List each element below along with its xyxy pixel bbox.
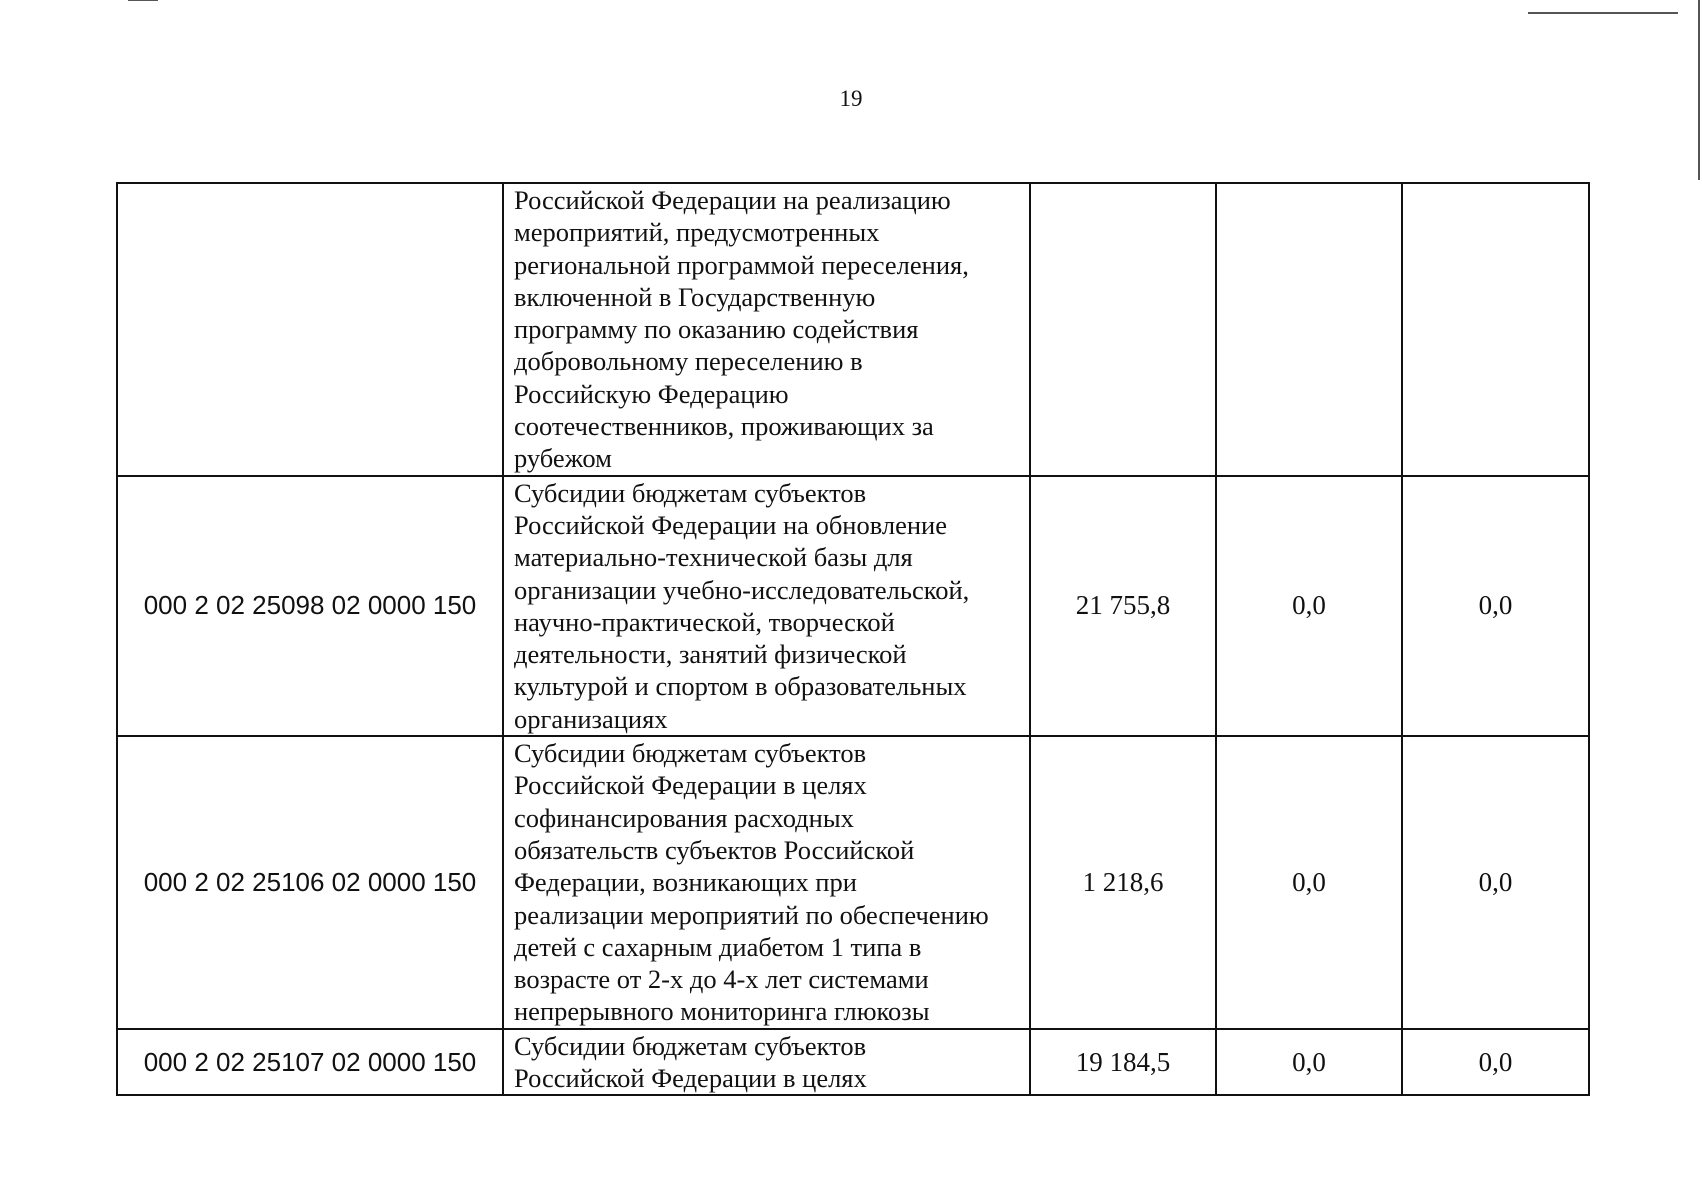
- description-line: возрасте от 2-х до 4-х лет системами: [514, 964, 929, 995]
- scan-artifact-top-left: [128, 0, 158, 1]
- description-line: Российскую Федерацию: [514, 378, 789, 409]
- table-row: [117, 183, 1589, 476]
- description-line: организации учебно-исследовательской,: [514, 574, 970, 605]
- description-line: мероприятий, предусмотренных: [514, 217, 880, 248]
- value-cell-2: [1216, 183, 1402, 476]
- value-cell-2: 0,0: [1216, 1029, 1402, 1096]
- description-line: Российской Федерации на обновление: [514, 509, 948, 540]
- value-cell-3: [1402, 183, 1589, 476]
- value-cell-1: 1 218,6: [1030, 736, 1216, 1029]
- value-cell-2: 0,0: [1216, 476, 1402, 736]
- description-line: Российской Федерации на реализацию: [514, 185, 951, 215]
- description-line: включенной в Государственную: [514, 281, 876, 312]
- description-line: Российской Федерации в целях: [514, 1063, 867, 1094]
- description-cell: [503, 183, 1030, 476]
- description-line: региональной программой переселения,: [514, 249, 969, 280]
- description-line: организациях: [514, 703, 668, 734]
- table-row: [117, 1029, 1589, 1096]
- description-line: софинансирования расходных: [514, 802, 854, 833]
- value-cell-3: 0,0: [1402, 1029, 1589, 1096]
- budget-code-cell: 000 2 02 25098 02 0000 150: [117, 476, 503, 736]
- budget-code-cell: 000 2 02 25106 02 0000 150: [117, 736, 503, 1029]
- description-line: Субсидии бюджетам субъектов: [514, 738, 867, 769]
- budget-code-cell: [117, 183, 503, 476]
- table-row: [117, 476, 1589, 736]
- budget-table: [116, 182, 1590, 1096]
- description-line: добровольному переселению в: [514, 346, 863, 377]
- description-line: реализации мероприятий по обеспечению: [514, 899, 989, 930]
- description-line: обязательств субъектов Российской: [514, 834, 915, 865]
- description-line: Субсидии бюджетам субъектов: [514, 477, 867, 508]
- description-cell: [503, 1029, 1030, 1096]
- budget-code-cell: 000 2 02 25107 02 0000 150: [117, 1029, 503, 1096]
- description-line: рубежом: [514, 443, 612, 474]
- page-number: 19: [839, 86, 863, 111]
- description-cell: [503, 736, 1030, 1029]
- value-cell-2: 0,0: [1216, 736, 1402, 1029]
- scan-artifact-top-right: [1528, 12, 1678, 14]
- description-line: Субсидии бюджетам субъектов: [514, 1030, 867, 1061]
- description-line: Федерации, возникающих при: [514, 867, 857, 898]
- description-line: непрерывного мониторинга глюкозы: [514, 996, 930, 1027]
- description-line: Российской Федерации в целях: [514, 770, 867, 801]
- description-line: соотечественников, проживающих за: [514, 411, 934, 442]
- description-cell: [503, 476, 1030, 736]
- description-line: культурой и спортом в образовательных: [514, 671, 967, 702]
- value-cell-3: 0,0: [1402, 476, 1589, 736]
- description-line: научно-практической, творческой: [514, 606, 895, 637]
- description-line: детей с сахарным диабетом 1 типа в: [514, 931, 922, 962]
- value-cell-1: [1030, 183, 1216, 476]
- value-cell-1: 19 184,5: [1030, 1029, 1216, 1096]
- value-cell-3: 0,0: [1402, 736, 1589, 1029]
- value-cell-1: 21 755,8: [1030, 476, 1216, 736]
- description-line: деятельности, занятий физической: [514, 639, 907, 670]
- table-row: [117, 736, 1589, 1029]
- description-line: программу по оказанию содействия: [514, 314, 919, 345]
- description-line: материально-технической базы для: [514, 542, 913, 573]
